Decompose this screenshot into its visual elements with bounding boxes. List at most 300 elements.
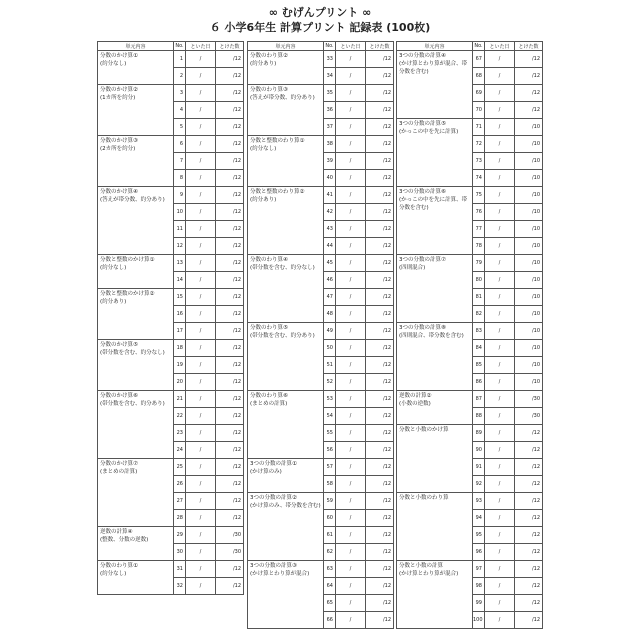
- date-cell: /: [336, 85, 366, 102]
- table-row: [248, 255, 394, 272]
- sheet-number: 23: [174, 425, 186, 442]
- date-cell: /: [336, 153, 366, 170]
- table-row: [98, 136, 244, 153]
- score-cell: /12: [366, 459, 394, 476]
- unit-cell: 3つの分数の計算⑥ (かっこの中を先に計算、帯分数を含む): [397, 187, 473, 255]
- date-cell: /: [485, 493, 515, 510]
- date-cell: /: [336, 595, 366, 612]
- date-cell: /: [485, 425, 515, 442]
- date-cell: /: [186, 187, 216, 204]
- date-cell: /: [186, 238, 216, 255]
- date-cell: /: [485, 102, 515, 119]
- date-cell: /: [186, 272, 216, 289]
- unit-cell: 分数のかけ算① (約分なし): [98, 51, 174, 85]
- sheet-number: 13: [174, 255, 186, 272]
- table-row: [397, 425, 543, 442]
- sheet-number: 52: [324, 374, 336, 391]
- date-cell: /: [186, 408, 216, 425]
- score-cell: /10: [515, 170, 543, 187]
- sheet-number: 76: [473, 204, 485, 221]
- sheet-number: 63: [324, 561, 336, 578]
- header-no: No.: [175, 43, 184, 49]
- date-cell: /: [485, 85, 515, 102]
- date-cell: /: [485, 187, 515, 204]
- record-table: [396, 41, 543, 629]
- date-cell: /: [336, 170, 366, 187]
- date-cell: /: [186, 204, 216, 221]
- score-cell: /10: [515, 187, 543, 204]
- unit-cell: 3つの分数の計算⑦ (四則混合): [397, 255, 473, 323]
- table-row: [98, 187, 244, 204]
- sheet-number: 87: [473, 391, 485, 408]
- sheet-number: 19: [174, 357, 186, 374]
- date-cell: /: [336, 340, 366, 357]
- date-cell: /: [186, 459, 216, 476]
- sheet-number: 74: [473, 170, 485, 187]
- date-cell: /: [485, 391, 515, 408]
- unit-cell: 分数のかけ算④ (答えが帯分数、約分あり): [98, 187, 174, 255]
- sheet-number: 32: [174, 578, 186, 595]
- sheet-number: 69: [473, 85, 485, 102]
- sheet-number: 89: [473, 425, 485, 442]
- date-cell: /: [336, 510, 366, 527]
- score-cell: /12: [515, 85, 543, 102]
- record-column-2: [247, 41, 394, 629]
- sheet-number: 81: [473, 289, 485, 306]
- date-cell: /: [336, 425, 366, 442]
- score-cell: /12: [366, 187, 394, 204]
- table-row: [248, 323, 394, 340]
- date-cell: /: [485, 561, 515, 578]
- score-cell: /10: [515, 204, 543, 221]
- score-cell: /10: [515, 357, 543, 374]
- score-cell: /12: [366, 425, 394, 442]
- table-row: [98, 289, 244, 306]
- sheet-number: 29: [174, 527, 186, 544]
- sheet-number: 53: [324, 391, 336, 408]
- date-cell: /: [485, 340, 515, 357]
- date-cell: /: [485, 612, 515, 629]
- sheet-number: 31: [174, 561, 186, 578]
- sheet-number: 72: [473, 136, 485, 153]
- score-cell: /10: [515, 289, 543, 306]
- unit-cell: 逆数の計算④ (整数、分数の逆数): [98, 527, 174, 561]
- date-cell: /: [485, 221, 515, 238]
- sheet-number: 37: [324, 119, 336, 136]
- sheet-number: 3: [174, 85, 186, 102]
- unit-cell: 3つの分数の計算① (かけ算のみ): [248, 459, 324, 493]
- score-cell: /30: [515, 391, 543, 408]
- date-cell: /: [186, 476, 216, 493]
- score-cell: /12: [216, 561, 244, 578]
- score-cell: /10: [515, 153, 543, 170]
- unit-cell: 分数と整数のわり算① (約分なし): [248, 136, 324, 187]
- score-cell: /12: [515, 595, 543, 612]
- score-cell: /10: [515, 255, 543, 272]
- sheet-number: 46: [324, 272, 336, 289]
- table-row: [397, 561, 543, 578]
- sheet-number: 43: [324, 221, 336, 238]
- sheet-number: 86: [473, 374, 485, 391]
- date-cell: /: [485, 510, 515, 527]
- date-cell: /: [186, 544, 216, 561]
- sheet-number: 97: [473, 561, 485, 578]
- table-row: [98, 255, 244, 272]
- score-cell: /12: [366, 221, 394, 238]
- sheet-number: 90: [473, 442, 485, 459]
- sheet-number: 70: [473, 102, 485, 119]
- date-cell: /: [485, 459, 515, 476]
- date-cell: /: [186, 306, 216, 323]
- date-cell: /: [336, 357, 366, 374]
- sheet-number: 83: [473, 323, 485, 340]
- sheet-number: 44: [324, 238, 336, 255]
- date-cell: /: [186, 357, 216, 374]
- header-unit: 単元内容: [397, 42, 473, 51]
- date-cell: /: [186, 323, 216, 340]
- sheet-number: 28: [174, 510, 186, 527]
- header-date: といた日: [336, 42, 366, 51]
- table-row: [248, 85, 394, 102]
- score-cell: /12: [515, 68, 543, 85]
- score-cell: /12: [515, 51, 543, 68]
- unit-cell: 分数のかけ算② (1カ所を約分): [98, 85, 174, 136]
- date-cell: /: [485, 476, 515, 493]
- date-cell: /: [186, 170, 216, 187]
- sheet-number: 48: [324, 306, 336, 323]
- score-cell: /12: [216, 340, 244, 357]
- sheet-number: 7: [174, 153, 186, 170]
- table-row: [248, 51, 394, 68]
- header-score: とけた数: [216, 42, 244, 51]
- record-column-1: [97, 41, 244, 595]
- table-row: [98, 561, 244, 578]
- sheet-number: 1: [174, 51, 186, 68]
- score-cell: /10: [515, 136, 543, 153]
- unit-cell: 分数のわり算③ (答えが帯分数、約分あり): [248, 85, 324, 136]
- sheet-number: 33: [324, 51, 336, 68]
- sheet-number: 24: [174, 442, 186, 459]
- score-cell: /12: [216, 187, 244, 204]
- date-cell: /: [186, 510, 216, 527]
- date-cell: /: [186, 153, 216, 170]
- score-cell: /12: [216, 85, 244, 102]
- score-cell: /12: [216, 425, 244, 442]
- unit-cell: 分数と整数のかけ算② (約分あり): [98, 289, 174, 340]
- table-row: [98, 459, 244, 476]
- sheet-number: 40: [324, 170, 336, 187]
- sheet-number: 25: [174, 459, 186, 476]
- table-row: [98, 391, 244, 408]
- score-cell: /12: [216, 374, 244, 391]
- date-cell: /: [485, 272, 515, 289]
- unit-cell: 分数と小数のわり算: [397, 493, 473, 561]
- date-cell: /: [186, 391, 216, 408]
- date-cell: /: [186, 68, 216, 85]
- table-row: [248, 561, 394, 578]
- sheet-number: 14: [174, 272, 186, 289]
- record-table: [97, 41, 244, 595]
- date-cell: /: [336, 323, 366, 340]
- score-cell: /12: [216, 459, 244, 476]
- date-cell: /: [186, 136, 216, 153]
- score-cell: /12: [515, 544, 543, 561]
- date-cell: /: [336, 612, 366, 629]
- unit-cell: 分数のわり算⑥ (まとめの計算): [248, 391, 324, 459]
- unit-cell: 分数と小数のかけ算: [397, 425, 473, 493]
- sheet-number: 95: [473, 527, 485, 544]
- date-cell: /: [485, 527, 515, 544]
- date-cell: /: [336, 527, 366, 544]
- score-cell: /12: [216, 221, 244, 238]
- sheet-number: 71: [473, 119, 485, 136]
- sheet-number: 65: [324, 595, 336, 612]
- sheet-number: 12: [174, 238, 186, 255]
- score-cell: /12: [366, 153, 394, 170]
- score-cell: /12: [366, 544, 394, 561]
- score-cell: /12: [216, 323, 244, 340]
- header-unit: 単元内容: [248, 42, 324, 51]
- sheet-number: 59: [324, 493, 336, 510]
- score-cell: /12: [366, 289, 394, 306]
- score-cell: /12: [366, 238, 394, 255]
- date-cell: /: [485, 170, 515, 187]
- date-cell: /: [336, 136, 366, 153]
- date-cell: /: [485, 289, 515, 306]
- table-row: [248, 391, 394, 408]
- sheet-number: 51: [324, 357, 336, 374]
- score-cell: /12: [216, 289, 244, 306]
- date-cell: /: [485, 442, 515, 459]
- sheet-number: 39: [324, 153, 336, 170]
- score-cell: /10: [515, 221, 543, 238]
- record-table: [247, 41, 394, 629]
- table-row: [248, 493, 394, 510]
- sheet-number: 67: [473, 51, 485, 68]
- date-cell: /: [485, 578, 515, 595]
- unit-cell: 分数のわり算① (約分なし): [98, 561, 174, 595]
- score-cell: /12: [216, 510, 244, 527]
- table-row: [397, 51, 543, 68]
- date-cell: /: [485, 323, 515, 340]
- table-row: [98, 340, 244, 357]
- sheet-number: 42: [324, 204, 336, 221]
- score-cell: /12: [216, 578, 244, 595]
- header-no: No.: [474, 43, 483, 49]
- score-cell: /12: [366, 442, 394, 459]
- date-cell: /: [186, 527, 216, 544]
- table-row: [397, 255, 543, 272]
- sheet-number: 38: [324, 136, 336, 153]
- score-cell: /12: [515, 476, 543, 493]
- sheet-number: 93: [473, 493, 485, 510]
- date-cell: /: [336, 289, 366, 306]
- sheet-number: 85: [473, 357, 485, 374]
- unit-cell: 分数のわり算④ (帯分数を含む、約分なし): [248, 255, 324, 323]
- date-cell: /: [485, 119, 515, 136]
- date-cell: /: [336, 459, 366, 476]
- score-cell: /10: [515, 306, 543, 323]
- date-cell: /: [336, 51, 366, 68]
- score-cell: /12: [366, 170, 394, 187]
- sheet-number: 36: [324, 102, 336, 119]
- date-cell: /: [485, 357, 515, 374]
- sheet-number: 17: [174, 323, 186, 340]
- score-cell: /12: [366, 119, 394, 136]
- date-cell: /: [485, 153, 515, 170]
- sheet-number: 77: [473, 221, 485, 238]
- score-cell: /12: [216, 153, 244, 170]
- sheet-number: 8: [174, 170, 186, 187]
- score-cell: /12: [216, 493, 244, 510]
- date-cell: /: [186, 119, 216, 136]
- date-cell: /: [336, 204, 366, 221]
- sheet-number: 20: [174, 374, 186, 391]
- header-date: といた日: [485, 42, 515, 51]
- table-row: [397, 323, 543, 340]
- score-cell: /12: [216, 204, 244, 221]
- score-cell: /12: [366, 391, 394, 408]
- sheet-number: 41: [324, 187, 336, 204]
- sheet-number: 15: [174, 289, 186, 306]
- sheet-number: 88: [473, 408, 485, 425]
- unit-cell: 3つの分数の計算⑤ (かっこの中を先に計算): [397, 119, 473, 187]
- date-cell: /: [336, 255, 366, 272]
- sheet-number: 98: [473, 578, 485, 595]
- sheet-number: 35: [324, 85, 336, 102]
- score-cell: /12: [515, 510, 543, 527]
- unit-cell: 分数のかけ算⑦ (まとめの計算): [98, 459, 174, 527]
- score-cell: /12: [366, 136, 394, 153]
- date-cell: /: [336, 119, 366, 136]
- score-cell: /12: [216, 357, 244, 374]
- record-column-3: [396, 41, 543, 629]
- score-cell: /10: [515, 238, 543, 255]
- date-cell: /: [336, 493, 366, 510]
- unit-cell: 分数のかけ算⑤ (帯分数を含む、約分なし): [98, 340, 174, 391]
- unit-cell: 3つの分数の計算⑧ (四則混合、帯分数を含む): [397, 323, 473, 391]
- sheet-number: 82: [473, 306, 485, 323]
- date-cell: /: [336, 102, 366, 119]
- score-cell: /12: [515, 561, 543, 578]
- date-cell: /: [485, 408, 515, 425]
- score-cell: /12: [366, 510, 394, 527]
- score-cell: /12: [366, 612, 394, 629]
- header-row: [98, 42, 244, 51]
- sheet-number: 54: [324, 408, 336, 425]
- date-cell: /: [186, 442, 216, 459]
- score-cell: /12: [216, 391, 244, 408]
- sheet-number: 9: [174, 187, 186, 204]
- score-cell: /12: [216, 408, 244, 425]
- page-subtitle: ６ 小学6年生 計算プリント 記録表 (100枚): [209, 21, 431, 34]
- score-cell: /12: [216, 476, 244, 493]
- date-cell: /: [485, 51, 515, 68]
- date-cell: /: [336, 306, 366, 323]
- unit-cell: 分数のわり算⑤ (帯分数を含む、約分あり): [248, 323, 324, 391]
- score-cell: /10: [515, 119, 543, 136]
- sheet-number: 47: [324, 289, 336, 306]
- date-cell: /: [485, 136, 515, 153]
- score-cell: /12: [216, 255, 244, 272]
- score-cell: /12: [366, 323, 394, 340]
- sheet-number: 94: [473, 510, 485, 527]
- sheet-number: 61: [324, 527, 336, 544]
- date-cell: /: [485, 544, 515, 561]
- score-cell: /12: [515, 442, 543, 459]
- score-cell: /12: [366, 51, 394, 68]
- score-cell: /10: [515, 340, 543, 357]
- table-row: [248, 187, 394, 204]
- header-unit: 単元内容: [98, 42, 174, 51]
- table-row: [98, 51, 244, 68]
- sheet-number: 78: [473, 238, 485, 255]
- date-cell: /: [186, 578, 216, 595]
- sheet-number: 60: [324, 510, 336, 527]
- header-row: [397, 42, 543, 51]
- sheet-number: 45: [324, 255, 336, 272]
- date-cell: /: [336, 442, 366, 459]
- date-cell: /: [186, 493, 216, 510]
- sheet-number: 96: [473, 544, 485, 561]
- unit-cell: 逆数の計算② (小数の逆数): [397, 391, 473, 425]
- score-cell: /30: [216, 527, 244, 544]
- sheet-number: 11: [174, 221, 186, 238]
- sheet-number: 62: [324, 544, 336, 561]
- sheet-number: 6: [174, 136, 186, 153]
- unit-cell: 分数のわり算② (約分あり): [248, 51, 324, 85]
- score-cell: /12: [366, 493, 394, 510]
- score-cell: /12: [216, 306, 244, 323]
- sheet-number: 21: [174, 391, 186, 408]
- date-cell: /: [336, 391, 366, 408]
- date-cell: /: [186, 255, 216, 272]
- sheet-number: 2: [174, 68, 186, 85]
- score-cell: /12: [515, 578, 543, 595]
- sheet-number: 64: [324, 578, 336, 595]
- header-row: [248, 42, 394, 51]
- unit-cell: 分数のかけ算③ (2カ所を約分): [98, 136, 174, 187]
- score-cell: /12: [366, 595, 394, 612]
- sheet-number: 58: [324, 476, 336, 493]
- sheet-number: 92: [473, 476, 485, 493]
- sheet-number: 79: [473, 255, 485, 272]
- score-cell: /12: [515, 459, 543, 476]
- sheet-number: 56: [324, 442, 336, 459]
- score-cell: /12: [366, 561, 394, 578]
- date-cell: /: [186, 425, 216, 442]
- sheet-number: 68: [473, 68, 485, 85]
- date-cell: /: [336, 578, 366, 595]
- date-cell: /: [186, 102, 216, 119]
- date-cell: /: [336, 238, 366, 255]
- unit-cell: 3つの分数の計算② (かけ算のみ、帯分数を含む): [248, 493, 324, 561]
- score-cell: /10: [515, 272, 543, 289]
- date-cell: /: [186, 85, 216, 102]
- score-cell: /12: [216, 238, 244, 255]
- unit-cell: 分数と整数のかけ算① (約分なし): [98, 255, 174, 289]
- score-cell: /12: [515, 612, 543, 629]
- sheet-number: 75: [473, 187, 485, 204]
- date-cell: /: [485, 255, 515, 272]
- score-cell: /12: [366, 68, 394, 85]
- date-cell: /: [336, 272, 366, 289]
- page-title: ∞ むげんプリント ∞: [268, 6, 372, 19]
- unit-cell: 3つの分数の計算③ (かけ算とわり算が混合): [248, 561, 324, 629]
- unit-cell: 分数のかけ算⑥ (帯分数を含む、約分あり): [98, 391, 174, 459]
- sheet-number: 22: [174, 408, 186, 425]
- sheet-number: 84: [473, 340, 485, 357]
